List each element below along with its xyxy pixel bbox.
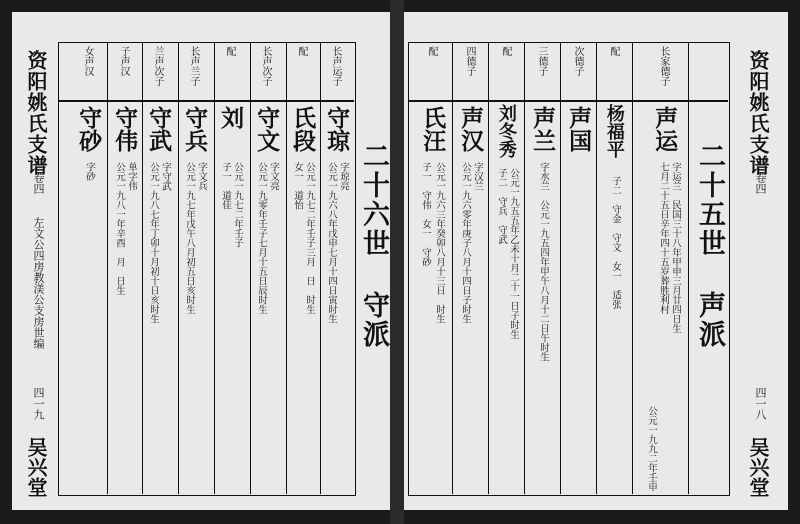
volume-label: 卷四: [754, 172, 767, 194]
left-header-rule: [58, 100, 354, 102]
relation-label: 长家德子: [658, 46, 669, 86]
person-name: 声国: [565, 106, 593, 152]
person-name: 声兰: [529, 106, 557, 152]
relation-label: 三德子: [536, 46, 547, 76]
person-detail: 字水兰 公元一九五四年甲午八月十二日午时生: [537, 162, 549, 362]
column-divider: [320, 42, 321, 494]
page-number: 四一八: [754, 387, 767, 420]
relation-label: 长声运子: [330, 46, 341, 86]
right-margin: [740, 42, 774, 497]
column-divider: [596, 42, 597, 494]
person-detail: 字运兰 民国三十八年甲申三月廿四日生: [669, 162, 681, 333]
relation-label: 长声次子: [260, 46, 271, 86]
book-title: 资阳姚氏支谱: [746, 50, 770, 176]
person-detail: 字守武: [159, 162, 171, 191]
person-detail: 字文亮: [267, 162, 279, 191]
hall-name: 吴兴堂: [24, 437, 48, 497]
person-detail: 公元一九六三年癸卯八月十三日 时生: [433, 162, 445, 324]
column-divider: [107, 42, 108, 494]
person-detail: 公元一九九二年壬申: [645, 406, 657, 492]
person-detail: 七月二十五日辛年四十五岁葬胜利村: [657, 162, 669, 314]
person-detail: 公元一九六零年庚子八月十四日子时生: [459, 162, 471, 324]
person-name: 守文: [253, 106, 281, 152]
column-divider: [524, 42, 525, 494]
person-detail: 公元一九零年壬子七月十五日辰时生: [255, 162, 267, 314]
person-name: 守武: [145, 106, 173, 152]
book-title: 资阳姚氏支谱: [24, 50, 48, 176]
relation-label: 配: [224, 46, 235, 56]
relation-label: 子声汉: [118, 46, 129, 76]
relation-label: 配: [426, 46, 437, 56]
branch-note: 左文公四房教渼公支房世编: [32, 217, 45, 349]
person-name: 声汉: [457, 106, 485, 152]
right-header-rule: [408, 100, 728, 102]
person-detail: 字文兵: [195, 162, 207, 191]
column-divider: [488, 42, 489, 494]
relation-label: 配: [500, 46, 511, 56]
person-name: 守砂: [75, 106, 103, 152]
person-detail: 公元一九七年戊午八月初五日亥时生: [183, 162, 195, 314]
hall-name: 吴兴堂: [746, 437, 770, 497]
person-detail: 公元一九七二年壬子: [231, 162, 243, 248]
left-margin: [18, 42, 52, 497]
person-detail: 女一 道怡: [291, 162, 303, 210]
relation-label: 配: [296, 46, 307, 56]
person-detail: 公元一九六八年戊申七月十四日寅时生: [325, 162, 337, 324]
right-page: [404, 12, 788, 510]
relation-label: 次德子: [572, 46, 583, 76]
person-detail: 子二 守兵 守武: [495, 168, 507, 244]
person-detail: 公元一九八一年辛酉 月 日生: [113, 162, 125, 295]
relation-label: 配: [608, 46, 619, 56]
column-divider: [452, 42, 453, 494]
left-page: [12, 12, 390, 510]
relation-label: 女声汉: [82, 46, 93, 76]
generation-heading: 二十六世 守派: [358, 142, 389, 349]
generation-heading: 二十五世 声派: [694, 142, 725, 349]
person-name: 守伟: [111, 106, 139, 152]
volume-label: 卷四: [32, 172, 45, 194]
person-name: 刘: [217, 106, 245, 129]
person-name: 杨福平: [603, 104, 625, 158]
person-detail: 字琼亮: [337, 162, 349, 191]
person-detail: 字砂: [83, 162, 95, 181]
relation-label: 兰声次子: [152, 46, 163, 86]
relation-label: 长声兰子: [188, 46, 199, 86]
column-divider: [250, 42, 251, 494]
person-name: 守琼: [323, 106, 351, 152]
person-detail: 子二 守金 守文 女一 适张: [609, 176, 621, 309]
column-divider: [688, 42, 689, 494]
column-divider: [632, 42, 633, 494]
column-divider: [286, 42, 287, 494]
relation-label: 四德子: [464, 46, 475, 76]
person-detail: 公元一九七二年壬子三月 日 时生: [303, 162, 315, 314]
column-divider: [560, 42, 561, 494]
person-detail: 子一 守伟 女一 守砂: [419, 162, 431, 267]
person-name: 氏汪: [419, 106, 447, 152]
person-name: 守兵: [181, 106, 209, 152]
person-detail: 单字伟: [125, 162, 137, 191]
person-detail: 字汉兰: [471, 162, 483, 191]
book-gutter: [390, 0, 404, 524]
person-name: 声运: [651, 106, 679, 152]
page-number: 四一九: [32, 387, 45, 420]
person-detail: 公元一九八七年丁卯十月初十日亥时生: [147, 162, 159, 324]
column-divider: [178, 42, 179, 494]
person-detail: 公元一九五五年乙未十月二十一日子时生: [507, 168, 519, 339]
column-divider: [214, 42, 215, 494]
person-detail: 子一 道佳: [219, 162, 231, 210]
column-divider: [142, 42, 143, 494]
person-name: 氏段: [289, 106, 317, 152]
person-name: 刘冬秀: [495, 104, 517, 158]
